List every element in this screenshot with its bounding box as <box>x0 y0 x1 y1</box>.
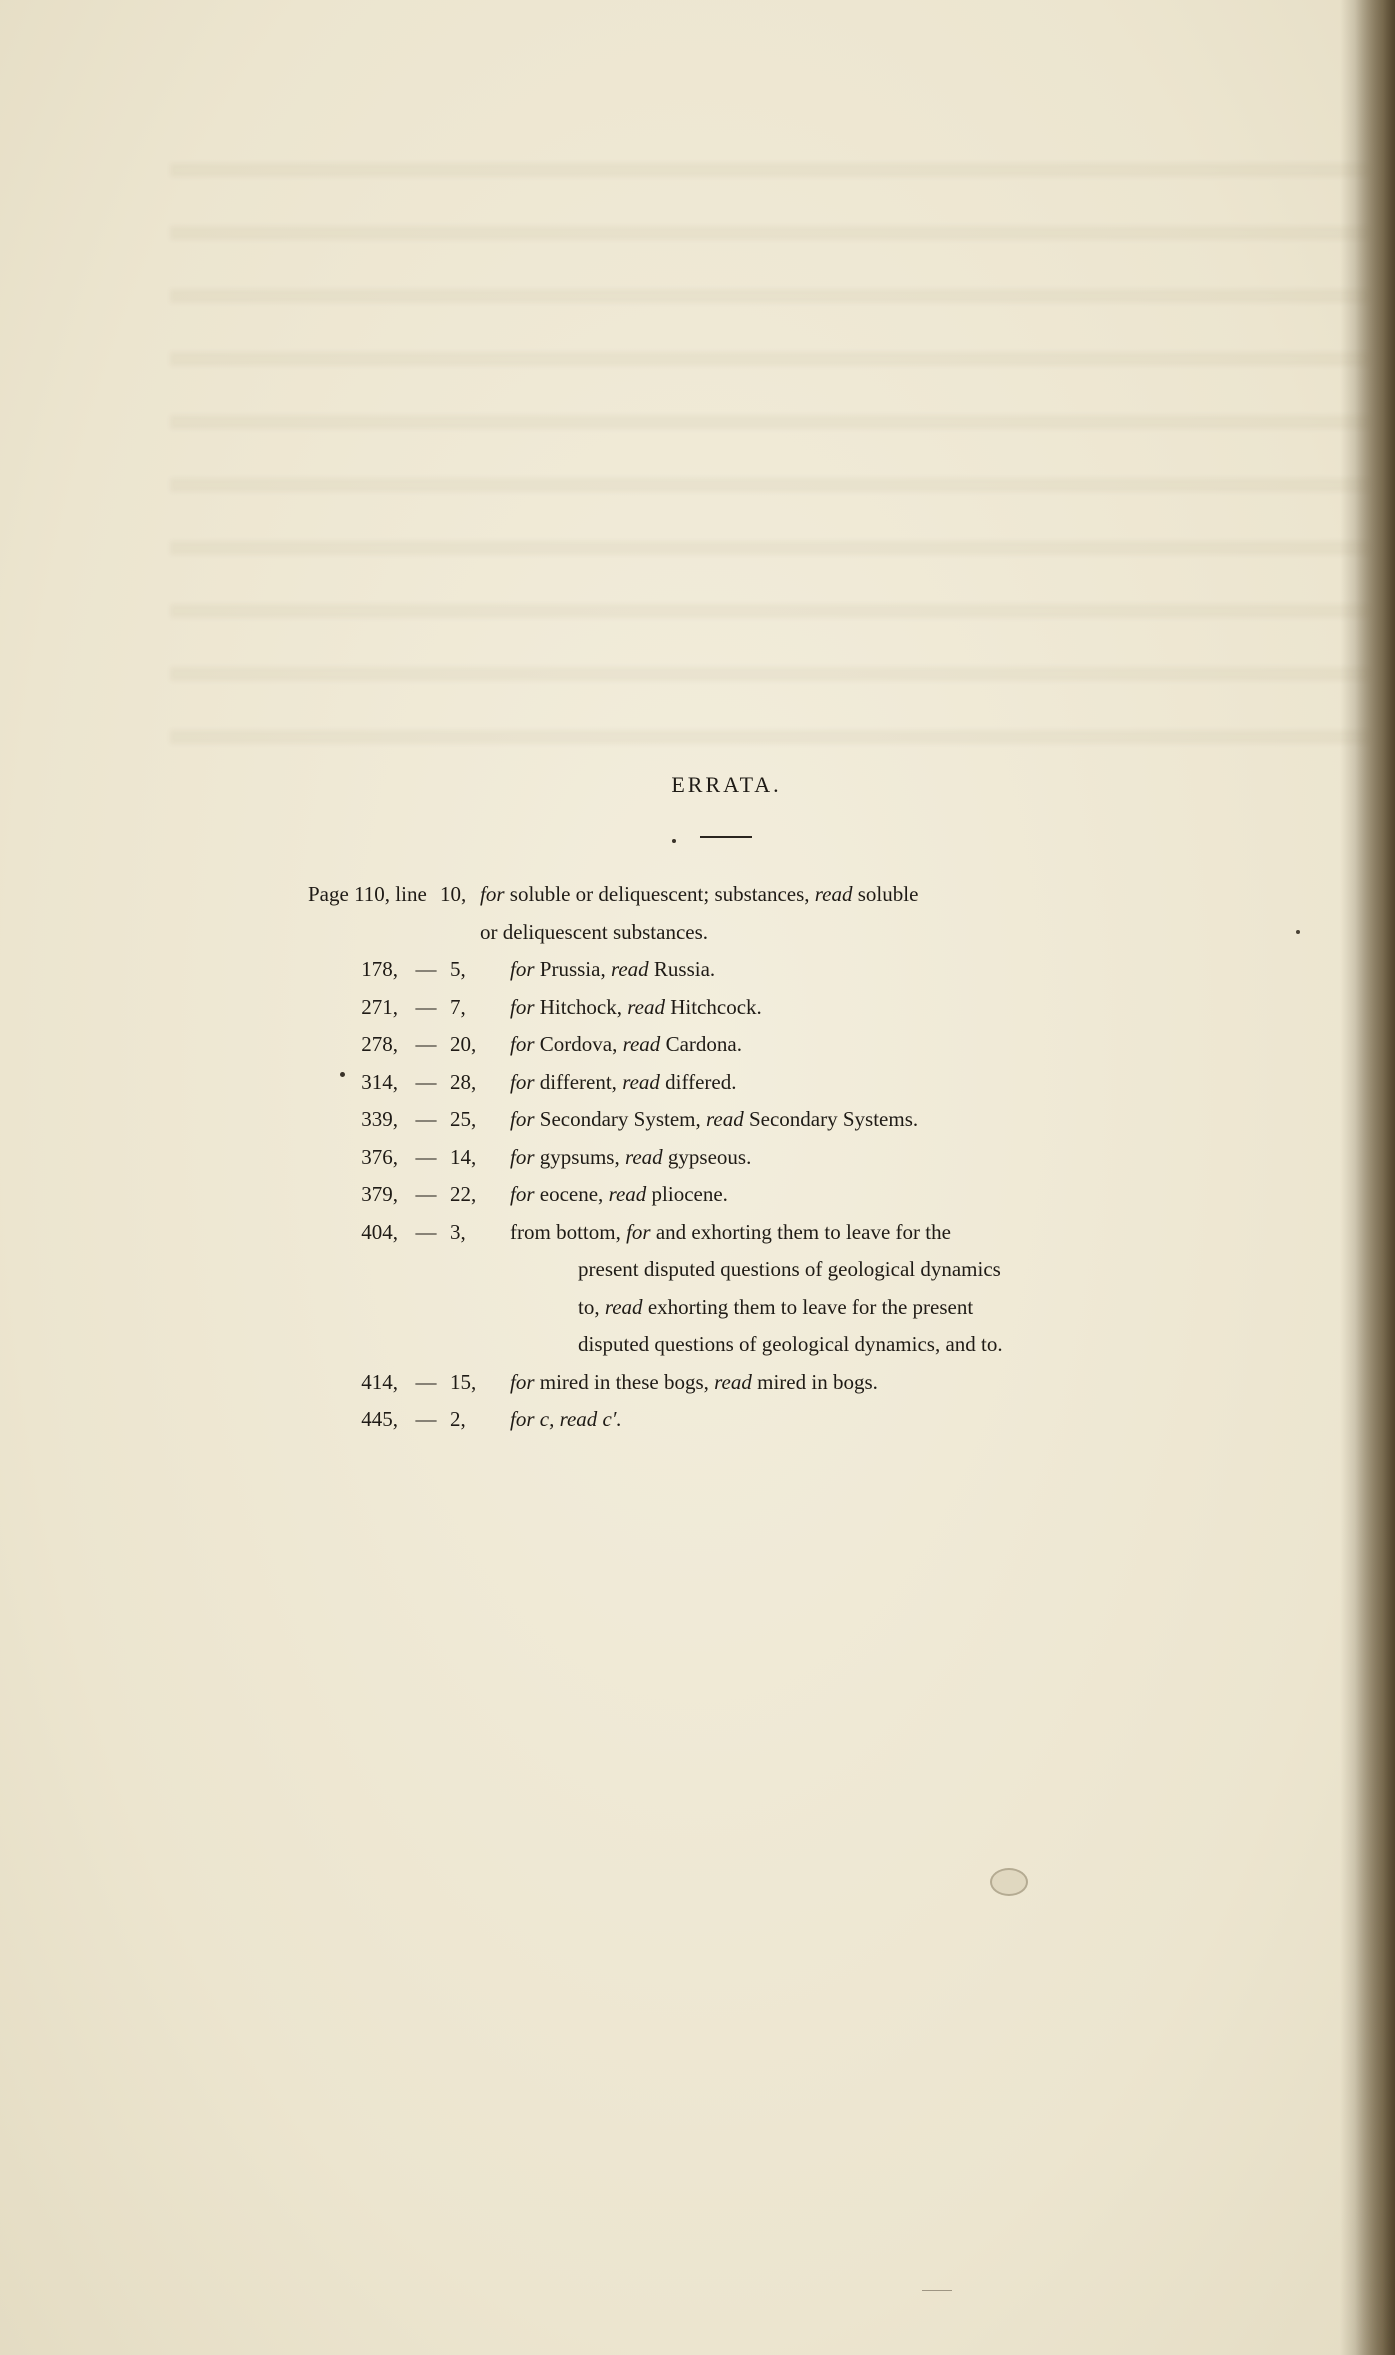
errata-line-number: 3, <box>450 1219 466 1244</box>
errata-correction: for Prussia, read Russia. <box>510 957 716 981</box>
errata-line-number: 7, <box>450 994 466 1019</box>
title-dot <box>672 839 676 843</box>
errata-page-ref: 404, <box>361 1219 398 1244</box>
errata-entry <box>300 1214 1200 1364</box>
errata-dash: — <box>415 1407 437 1431</box>
errata-correction: for soluble or deliquescent; substances, read soluble or deliquescent substances. <box>480 876 1100 951</box>
errata-line-number: 5, <box>450 957 466 981</box>
errata-list <box>300 876 1200 1439</box>
errata-dash: — <box>415 1219 437 1244</box>
errata-page-ref: 271, <box>361 994 398 1019</box>
errata-correction: for Hitchock, read Hitchcock. <box>510 994 762 1019</box>
errata-correction: from bottom, for and exhorting them to leave for the present disputed questions of geological dynamics to, read exhorting them to leave for the present disputed questions of geological dynamics, and to. <box>510 1214 1130 1364</box>
errata-entry <box>300 989 1200 1027</box>
bottom-mark <box>922 2290 952 2291</box>
errata-dash: — <box>415 1369 437 1394</box>
errata-dash: — <box>415 1069 437 1094</box>
errata-line-number: 10, <box>440 882 467 906</box>
errata-page-ref: 379, <box>361 1182 398 1206</box>
errata-entry <box>300 1364 1200 1402</box>
errata-line-number: 2, <box>450 1407 466 1431</box>
errata-dash: — <box>415 1182 437 1206</box>
errata-line-number: 20, <box>450 1032 477 1056</box>
errata-page-ref: 414, <box>361 1369 398 1394</box>
errata-line-number: 28, <box>450 1069 477 1094</box>
errata-correction: for gypsums, read gypseous. <box>510 1144 752 1169</box>
stray-ink-dot-right <box>1296 930 1300 934</box>
errata-dash: — <box>415 1032 437 1056</box>
errata-line-number: 22, <box>450 1182 477 1206</box>
errata-entry <box>300 876 1200 951</box>
errata-correction: for different, read differed. <box>510 1069 737 1094</box>
errata-page-ref: Page 110, line <box>308 882 427 906</box>
errata-correction: for mired in these bogs, read mired in bogs. <box>510 1369 878 1394</box>
errata-title: ERRATA. <box>671 772 782 797</box>
errata-dash: — <box>415 1144 437 1169</box>
errata-page-ref: 178, <box>361 957 398 981</box>
errata-entry <box>300 1026 1200 1064</box>
errata-entry <box>300 1064 1200 1102</box>
bleed-through-text <box>170 130 1370 750</box>
errata-page-ref: 314, <box>361 1069 398 1094</box>
errata-entry <box>300 1401 1200 1439</box>
page-edge-shadow <box>1355 0 1395 2355</box>
errata-continuation-line: present disputed questions of geological dynamics <box>578 1257 1001 1281</box>
errata-page-ref: 376, <box>361 1144 398 1169</box>
errata-correction: for eocene, read pliocene. <box>510 1182 728 1206</box>
errata-entry <box>300 1101 1200 1139</box>
title-rule <box>700 836 752 838</box>
errata-continuation-line: to, read exhorting them to leave for the present <box>578 1294 974 1319</box>
errata-dash: — <box>415 1107 437 1131</box>
errata-dash: — <box>415 994 437 1019</box>
errata-entry <box>300 951 1200 989</box>
errata-correction: for c, read c′. <box>510 1407 622 1431</box>
errata-dash: — <box>415 957 437 981</box>
errata-continuation-line: or deliquescent substances. <box>480 919 709 944</box>
errata-page-ref: 278, <box>361 1032 398 1056</box>
stray-ink-dot <box>340 1072 345 1077</box>
errata-entry <box>300 1176 1200 1214</box>
errata-line-number: 15, <box>450 1369 477 1394</box>
paper-stain <box>990 1868 1028 1896</box>
errata-continuation-line: disputed questions of geological dynamics, and to. <box>578 1332 1003 1356</box>
errata-line-number: 25, <box>450 1107 477 1131</box>
errata-line-number: 14, <box>450 1144 477 1169</box>
errata-page-ref: 445, <box>361 1407 398 1431</box>
errata-page-ref: 339, <box>361 1107 398 1131</box>
errata-correction: for Cordova, read Cardona. <box>510 1032 742 1056</box>
errata-correction: for Secondary System, read Secondary Systems. <box>510 1107 919 1131</box>
errata-entry <box>300 1139 1200 1177</box>
